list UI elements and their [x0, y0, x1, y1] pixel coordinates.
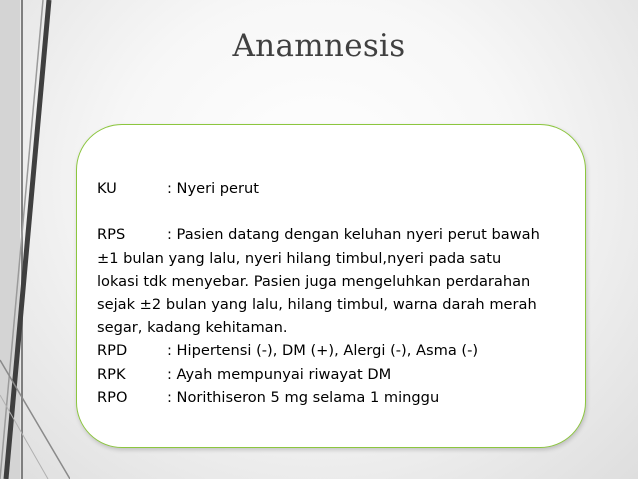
entry-ku — [97, 177, 583, 200]
anamnesis-text — [97, 177, 583, 409]
entry-value: : Ayah mempunyai riwayat DM — [167, 365, 392, 383]
entry-value: : Hipertensi (-), DM (+), Alergi (-), Asma (-) — [167, 342, 479, 360]
entry-key: RPO — [97, 388, 128, 406]
content-box — [76, 124, 586, 448]
entry-continuation: ±1 bulan yang lalu, nyeri hilang timbul,nyeri pada satu — [97, 249, 502, 267]
entry-value: : Norithiseron 5 mg selama 1 minggu — [167, 388, 440, 406]
entry-value: : Pasien datang dengan keluhan nyeri perut bawah — [167, 226, 540, 244]
entry-key: RPK — [97, 365, 126, 383]
entry-key: KU — [97, 180, 117, 197]
entry-rpo — [97, 386, 583, 409]
entry-continuation: segar, kadang kehitaman. — [97, 319, 288, 337]
entry-key: RPS — [97, 226, 126, 244]
decorative-lines — [0, 0, 70, 479]
entry-value: : Nyeri perut — [167, 180, 259, 197]
slide-title: Anamnesis — [232, 28, 406, 64]
entry-rpk — [97, 363, 583, 386]
entry-key: RPD — [97, 342, 128, 360]
entry-rpd — [97, 339, 583, 362]
entry-continuation: sejak ±2 bulan yang lalu, hilang timbul, warna darah merah — [97, 296, 537, 313]
blank-line — [97, 200, 583, 223]
entry-continuation: lokasi tdk menyebar. Pasien juga mengeluhkan perdarahan — [97, 272, 531, 290]
entry-rps — [97, 223, 583, 246]
